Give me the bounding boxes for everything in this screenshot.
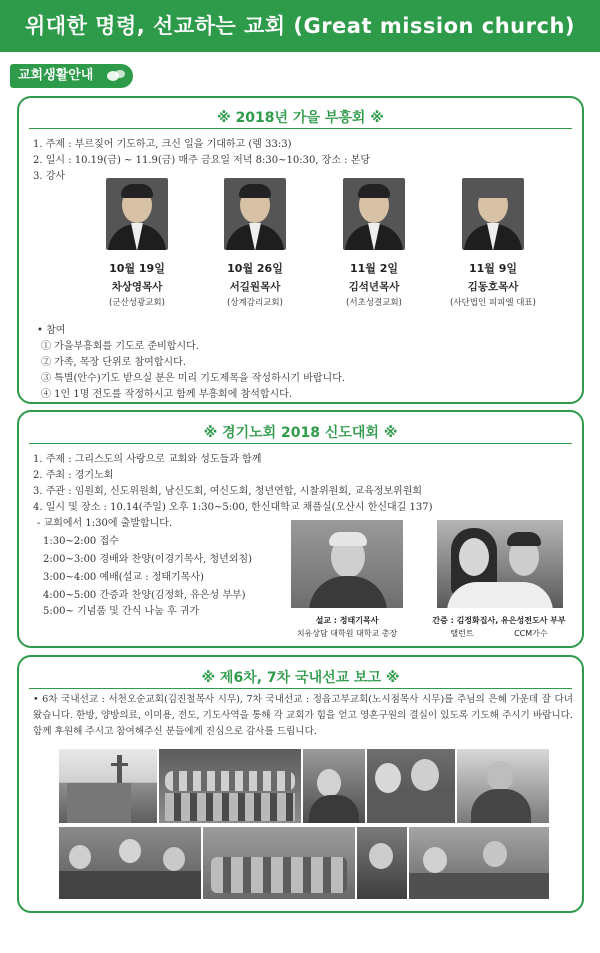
revival-theme: 1. 주제 : 부르짖어 기도하고, 크신 일을 기대하고 (렘 33:3)	[33, 139, 292, 150]
couple-caption-role: 탤런트	[450, 629, 474, 638]
gyeonggi-program-item: 2:00~3:00 경배와 찬양(이경기목사, 청년외침)	[43, 554, 253, 565]
speaker-card	[433, 178, 553, 308]
gyeonggi-host: 2. 주최 : 경기노회	[33, 470, 114, 481]
revival-title: ※ 2018년 가을 부흥회 ※	[217, 110, 384, 126]
gyeonggi-title: ※ 경기노회 2018 신도대회 ※	[203, 425, 398, 441]
mission-photo	[59, 827, 201, 899]
mission-photo	[59, 749, 157, 823]
speaker-photo	[343, 178, 405, 250]
mission-paragraph: • 6차 국내선교 : 서천오순교회(김진철목사 시무), 7차 국내선교 : 정읍고부교회(노시점목사 시무)를 주님의 은혜 가운데 잘 다녀왔습니다. 한방, 양방의료, 이미용, 전도, 기도사역을 통해 각 교회가 힘을 얻고 영혼구원의 결실이 있도록 기도해 주시기 바랍니다. 함께 후원해 주시고 참여해주신 분들에게 진심으로 감사를 드립니다.	[33, 694, 573, 737]
couple-caption	[419, 615, 579, 639]
preacher-caption	[277, 615, 417, 639]
revival-card	[17, 96, 584, 404]
mission-photo	[457, 749, 549, 823]
participation-header: • 참여	[37, 325, 66, 336]
preacher-caption-line: 치유상담 대학원 대학교 총장	[296, 629, 398, 638]
gyeonggi-card	[17, 410, 584, 648]
speaker-date: 10월 26일	[227, 262, 283, 275]
participation-item: ② 가족, 목장 단위로 참여합시다.	[41, 357, 186, 368]
mission-photo	[367, 749, 455, 823]
speaker-name: 김동호목사	[467, 281, 519, 293]
banner-title: 위대한 명령, 선교하는 교회 (Great mission church)	[25, 14, 575, 38]
mission-title-rule	[29, 688, 572, 689]
speaker-photo	[224, 178, 286, 250]
speaker-card	[314, 178, 434, 308]
couple-caption-role: CCM가수	[514, 629, 548, 638]
speaker-photo	[106, 178, 168, 250]
gyeonggi-program-item: 1:30~2:00 접수	[43, 536, 119, 547]
speaker-church: (군산성광교회)	[109, 298, 165, 308]
gyeonggi-program-item: 4:00~5:00 간증과 찬양(김정화, 유은성 부부)	[43, 590, 246, 601]
participation-item: ③ 특별(안수)기도 받으실 분은 미리 기도제목을 작성하시기 바랍니다.	[41, 373, 346, 384]
gyeonggi-theme: 1. 주제 : 그리스도의 사랑으로 교회와 성도들과 함께	[33, 454, 262, 465]
section-tab	[10, 64, 133, 88]
gyeonggi-departure: - 교회에서 1:30에 출발합니다.	[37, 518, 173, 529]
speaker-card	[77, 178, 197, 308]
speaker-church: (사단법인 피피엘 대표)	[450, 298, 536, 308]
speaker-name: 김석년목사	[348, 281, 400, 293]
gyeonggi-program-item: 5:00~ 기념품 및 간식 나눔 후 귀가	[43, 606, 200, 617]
participation-item: ④ 1인 1명 전도를 작정하시고 함께 부흥회에 참석합시다.	[41, 389, 293, 400]
gyeonggi-time-place: 4. 일시 및 장소 : 10.14(주일) 오후 1:30~5:00, 한신대학교 채플실(오산시 한신대길 137)	[33, 502, 433, 513]
speaker-church: (상계감리교회)	[227, 298, 283, 308]
mission-photo	[357, 827, 407, 899]
speaker-date: 11월 9일	[468, 262, 518, 275]
mission-title: ※ 제6차, 7차 국내선교 보고 ※	[201, 670, 400, 686]
couple-caption-line: 간증 : 김정화집사, 유은성전도사 부부	[432, 616, 566, 625]
mission-photo	[409, 827, 549, 899]
mission-photo	[203, 827, 355, 899]
gyeonggi-title-rule	[29, 443, 572, 444]
speaker-date: 11월 2일	[349, 262, 399, 275]
speaker-name: 서길원목사	[229, 281, 281, 293]
section-tab-label: 교회생활안내	[18, 68, 94, 83]
mission-photo	[159, 749, 301, 823]
revival-speakers-label: 3. 강사	[33, 171, 66, 182]
speaker-date: 10월 19일	[109, 262, 165, 275]
speaker-card	[195, 178, 315, 308]
preacher-caption-line: 설교 : 정태기목사	[315, 616, 379, 625]
leaf-icon	[105, 67, 127, 85]
speaker-church: (서초성결교회)	[346, 298, 402, 308]
gyeonggi-program-item: 3:00~4:00 예배(설교 : 정태기목사)	[43, 572, 204, 583]
participation-item: ① 가을부흥회를 기도로 준비합시다.	[41, 341, 199, 352]
revival-schedule: 2. 일시 : 10.19(금) ~ 11.9(금) 매주 금요일 저녁 8:30~10:30, 장소 : 본당	[33, 155, 371, 166]
speaker-photo	[462, 178, 524, 250]
top-banner	[0, 0, 600, 52]
revival-title-rule	[29, 128, 572, 129]
couple-photo	[437, 520, 563, 608]
mission-photo	[303, 749, 365, 823]
speaker-name: 차상영목사	[111, 281, 163, 293]
gyeonggi-organizers: 3. 주관 : 임원회, 신도위원회, 남신도회, 여신도회, 청년연합, 시찰위원회, 교육정보위원회	[33, 486, 423, 497]
preacher-photo	[291, 520, 403, 608]
mission-card	[17, 655, 584, 913]
